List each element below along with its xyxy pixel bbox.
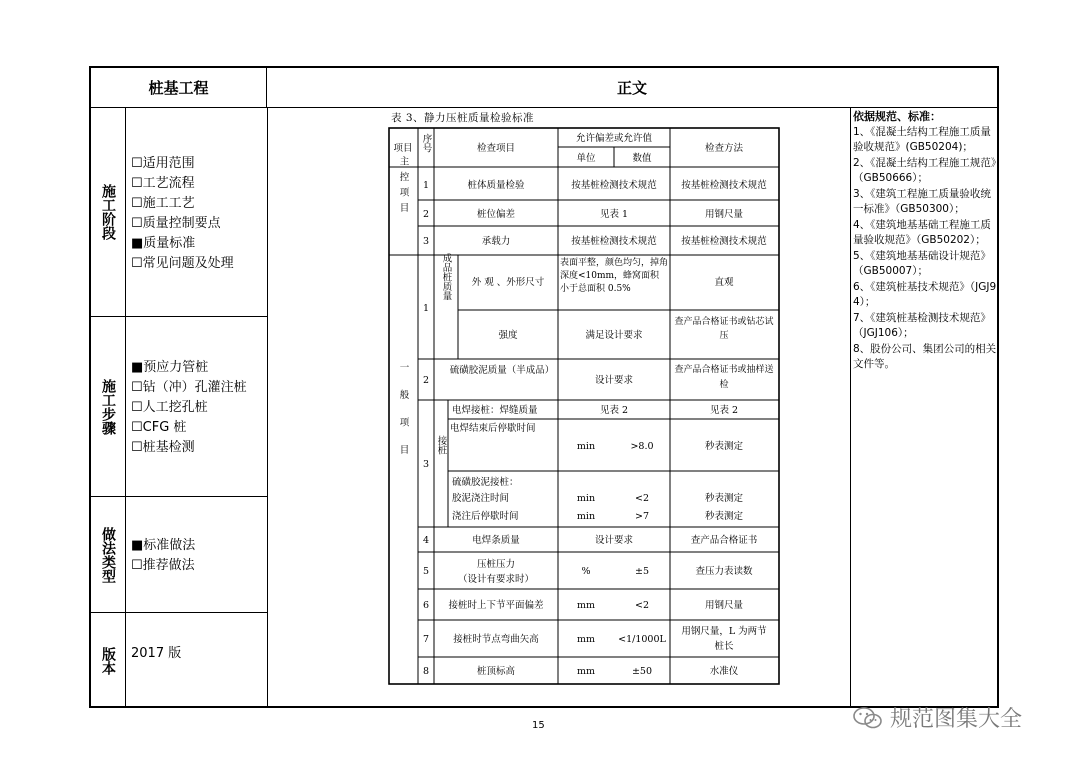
row-seq: 2 bbox=[422, 375, 430, 386]
reference-item: 8、股份公司、集团公司的相关文件等。 bbox=[853, 342, 997, 370]
option-item[interactable]: ■质量标准 bbox=[131, 236, 196, 251]
reference-item: 4、《建筑地基基础工程施工质量验收规范》（GB50202）； bbox=[853, 218, 991, 246]
category-method-label: 做法类型 bbox=[100, 526, 116, 583]
row-value: <2 bbox=[634, 600, 650, 611]
row-method: 秒表测定 bbox=[704, 511, 744, 522]
row-item: 桩位偏差 bbox=[476, 209, 516, 220]
row-unit: min bbox=[576, 511, 596, 522]
row-item: 接桩时上下节平面偏差 bbox=[448, 600, 544, 611]
row-value: 设计要求 bbox=[594, 535, 634, 546]
step-options bbox=[131, 358, 265, 458]
row-method: 查产品合格证书或抽样送检 bbox=[674, 365, 774, 390]
category-step-label: 施工步骤 bbox=[100, 378, 116, 435]
row-method: 桩长 bbox=[714, 641, 734, 652]
option-item[interactable]: ☐施工工艺 bbox=[131, 196, 195, 211]
row-item: 电焊结束后停歇时间 bbox=[450, 423, 536, 434]
category-version-label: 版本 bbox=[100, 646, 116, 675]
row-method: 按基桩检测技术规范 bbox=[681, 180, 767, 191]
row-value: <2 bbox=[634, 493, 650, 504]
row-method: 见表 2 bbox=[709, 405, 739, 416]
row-unit: min bbox=[576, 441, 596, 452]
reference-item: 6、《建筑桩基技术规范》（JGJ94）； bbox=[853, 280, 997, 308]
row-value: 见表 1 bbox=[599, 209, 629, 220]
table-caption: 表 3、静力压桩质量检验标准 bbox=[391, 112, 535, 124]
sub-group-label: 成品桩质量 bbox=[440, 253, 452, 301]
head-seq: 序号 bbox=[420, 133, 432, 153]
row-seq: 3 bbox=[422, 459, 430, 470]
row-method: 查产品合格证书或钻芯试压 bbox=[674, 317, 774, 341]
option-item[interactable]: ■标准做法 bbox=[131, 538, 196, 553]
watermark-text: 规范图集大全 bbox=[890, 707, 1023, 732]
head-project: 项目 bbox=[393, 143, 413, 154]
row-unit: mm bbox=[576, 600, 596, 611]
option-item[interactable]: ☐工艺流程 bbox=[131, 176, 195, 191]
row-method: 直观 bbox=[714, 277, 734, 288]
row-seq: 4 bbox=[422, 535, 430, 546]
row-value: 按基桩检测技术规范 bbox=[571, 180, 657, 191]
row-value: 按基桩检测技术规范 bbox=[571, 236, 657, 247]
row-item: 浇注后停歇时间 bbox=[452, 511, 519, 522]
row-unit: mm bbox=[576, 634, 596, 645]
row-item: 电焊条质量 bbox=[472, 535, 520, 546]
row-value: >7 bbox=[634, 511, 650, 522]
row-value: ±5 bbox=[634, 566, 650, 577]
row-item: 硫磺胶泥质量（半成品） bbox=[449, 365, 555, 376]
head-unit: 单位 bbox=[576, 153, 596, 164]
sub-group-label: 接桩 bbox=[435, 435, 447, 455]
row-item: （设计有要求时） bbox=[457, 574, 535, 585]
option-item[interactable]: ☐CFG 桩 bbox=[131, 420, 187, 435]
row-item: 接桩时节点弯曲矢高 bbox=[453, 634, 539, 645]
row-method: 用钢尺量，L 为两节 bbox=[681, 626, 767, 637]
row-item: 胶泥浇注时间 bbox=[452, 493, 510, 504]
row-seq: 1 bbox=[422, 303, 430, 314]
row-item: 桩体质量检验 bbox=[467, 180, 525, 191]
main-group-label: 主控项目 bbox=[397, 156, 409, 218]
row-item: 压桩压力 bbox=[476, 559, 516, 570]
reference-list bbox=[853, 109, 998, 373]
header-left: 桩基工程 bbox=[91, 68, 267, 108]
row-unit: min bbox=[576, 493, 596, 504]
option-item[interactable]: ☐质量控制要点 bbox=[131, 216, 221, 231]
page-number: 15 bbox=[532, 720, 545, 731]
row-item: 强度 bbox=[498, 330, 518, 341]
version-options bbox=[131, 644, 265, 664]
row-item: 桩顶标高 bbox=[476, 666, 516, 677]
row-value: 见表 2 bbox=[599, 405, 629, 416]
option-item[interactable]: ☐适用范围 bbox=[131, 156, 195, 171]
row-method: 秒表测定 bbox=[704, 441, 744, 452]
row-seq: 5 bbox=[422, 566, 430, 577]
reference-item: 2、《混凝土结构工程施工规范》（GB50666）； bbox=[853, 156, 997, 184]
quality-standard-table bbox=[388, 127, 782, 687]
row-seq: 3 bbox=[422, 236, 430, 247]
row-item: 外 观 、外形尺寸 bbox=[471, 277, 545, 288]
row-seq: 8 bbox=[422, 666, 430, 677]
reference-item: 3、《建筑工程施工质量验收统一标准》（GB50300）； bbox=[853, 187, 991, 215]
header-right: 正文 bbox=[267, 68, 997, 108]
head-method: 检查方法 bbox=[704, 143, 744, 154]
general-group-label: 一般项目 bbox=[397, 362, 409, 472]
row-method: 秒表测定 bbox=[704, 493, 744, 504]
head-item: 检查项目 bbox=[476, 143, 516, 154]
row-method: 查产品合格证书 bbox=[690, 535, 758, 546]
row-seq: 6 bbox=[422, 600, 430, 611]
option-item[interactable]: ☐桩基检测 bbox=[131, 440, 195, 455]
row-seq: 1 bbox=[422, 180, 430, 191]
option-item[interactable]: ☐推荐做法 bbox=[131, 558, 195, 573]
row-method: 按基桩检测技术规范 bbox=[681, 236, 767, 247]
row-value: ±50 bbox=[631, 666, 653, 677]
version-value: 2017 版 bbox=[131, 646, 182, 661]
row-item: 电焊接桩：焊缝质量 bbox=[452, 405, 538, 416]
reference-item: 1、《混凝土结构工程施工质量验收规范》(GB50204)； bbox=[853, 125, 991, 153]
row-value: 满足设计要求 bbox=[585, 330, 643, 341]
option-item[interactable]: ■预应力管桩 bbox=[131, 360, 209, 375]
stage-options bbox=[131, 154, 265, 274]
option-item[interactable]: ☐常见问题及处理 bbox=[131, 256, 234, 271]
row-value: <1/1000L bbox=[618, 634, 666, 645]
row-value: >8.0 bbox=[630, 441, 654, 452]
watermark bbox=[852, 702, 1022, 733]
option-item[interactable]: ☐人工挖孔桩 bbox=[131, 400, 208, 415]
reference-item: 7、《建筑桩基检测技术规范》（JGJ106）； bbox=[853, 311, 991, 339]
row-value: 设计要求 bbox=[594, 375, 634, 386]
row-method: 水准仪 bbox=[709, 666, 739, 677]
head-value: 数值 bbox=[632, 153, 652, 164]
row-method: 查压力表读数 bbox=[695, 566, 753, 577]
head-allow: 允许偏差或允许值 bbox=[575, 133, 653, 144]
row-unit: mm bbox=[576, 666, 596, 677]
row-seq: 2 bbox=[422, 209, 430, 220]
category-stage-label: 施工阶段 bbox=[100, 184, 116, 240]
row-method: 用钢尺量 bbox=[704, 209, 744, 220]
row-item: 承载力 bbox=[481, 236, 511, 247]
row-unit: % bbox=[581, 566, 591, 577]
wechat-icon bbox=[852, 705, 884, 731]
reference-title: 依据规范、标准： bbox=[853, 110, 941, 123]
row-value: 表面平整，颜色均匀，掉角深度<10mm，蜂窝面积小于总面积 0.5% bbox=[560, 258, 668, 294]
row-method: 用钢尺量 bbox=[704, 600, 744, 611]
row-item: 硫磺胶泥接桩： bbox=[452, 477, 519, 488]
method-options bbox=[131, 536, 265, 576]
reference-item: 5、《建筑地基基础设计规范》（GB50007）； bbox=[853, 249, 991, 277]
option-item[interactable]: ☐钻（冲）孔灌注桩 bbox=[131, 380, 247, 395]
row-seq: 7 bbox=[422, 634, 430, 645]
